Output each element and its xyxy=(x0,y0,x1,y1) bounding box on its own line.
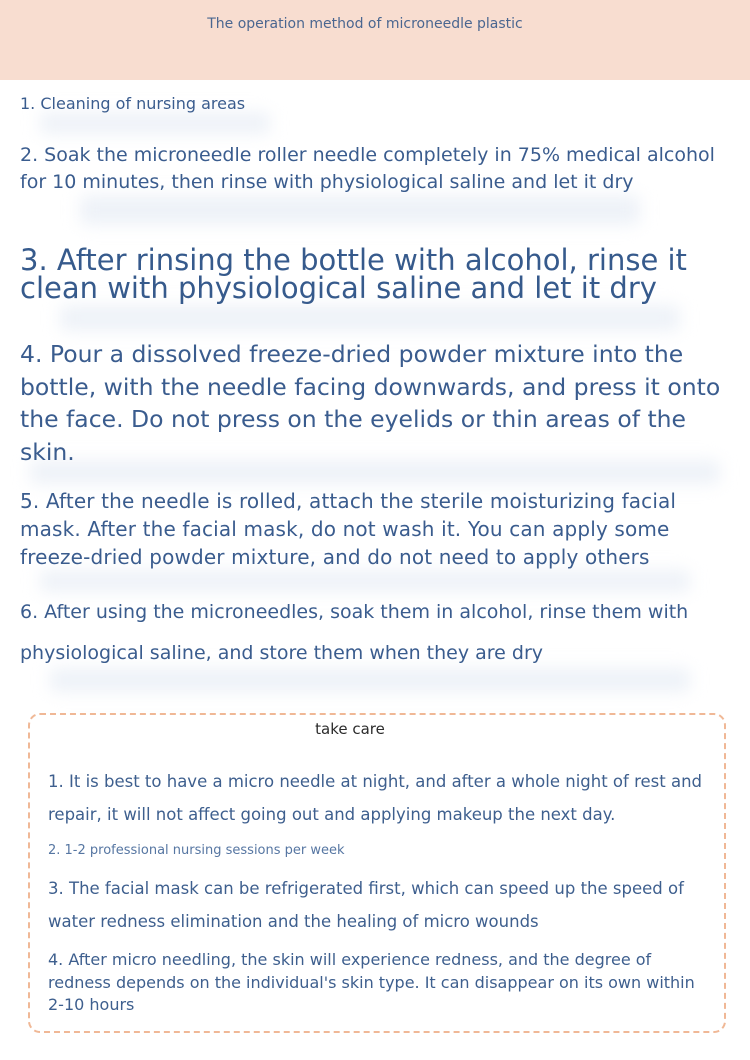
step-5: 5. After the needle is rolled, attach the sterile moisturizing facial mask. After the facial mask, do not wash it. You can apply some freeze-dried powder mixture, and do not need to apply others xyxy=(20,489,677,569)
background-smudge xyxy=(80,195,640,225)
step-6: 6. After using the microneedles, soak them in alcohol, rinse them with physiological saline, and store them when they are dry xyxy=(20,601,689,664)
background-smudge xyxy=(40,570,690,592)
step-1: 1. Cleaning of nursing areas xyxy=(20,94,246,113)
care-tip-4: 4. After micro needling, the skin will experience redness, and the degree of redness depends on the individual's skin type. It can disappear on its own within 2-10 hours xyxy=(48,950,695,1014)
care-tip-1: 1. It is best to have a micro needle at night, and after a whole night of rest and repair, it will not affect going out and applying makeup the next day. xyxy=(48,772,702,824)
step-3: 3. After rinsing the bottle with alcohol, rinse it clean with physiological saline and let it dry xyxy=(20,243,687,305)
take-care-title: take care xyxy=(315,720,385,738)
step-4: 4. Pour a dissolved freeze-dried powder mixture into the bottle, with the needle facing downwards, and press it onto the face. Do not press on the eyelids or thin areas of the skin. xyxy=(20,340,721,466)
background-smudge xyxy=(40,112,270,134)
care-tip-2: 2. 1-2 professional nursing sessions per week xyxy=(48,843,345,858)
step-2: 2. Soak the microneedle roller needle completely in 75% medical alcohol for 10 minutes, then rinse with physiological saline and let it dry xyxy=(20,144,715,193)
page-title: The operation method of microneedle plastic xyxy=(207,16,523,32)
background-smudge xyxy=(60,305,680,331)
care-tip-3: 3. The facial mask can be refrigerated first, which can speed up the speed of water redness elimination and the healing of micro wounds xyxy=(48,879,684,931)
header-banner xyxy=(0,0,750,80)
